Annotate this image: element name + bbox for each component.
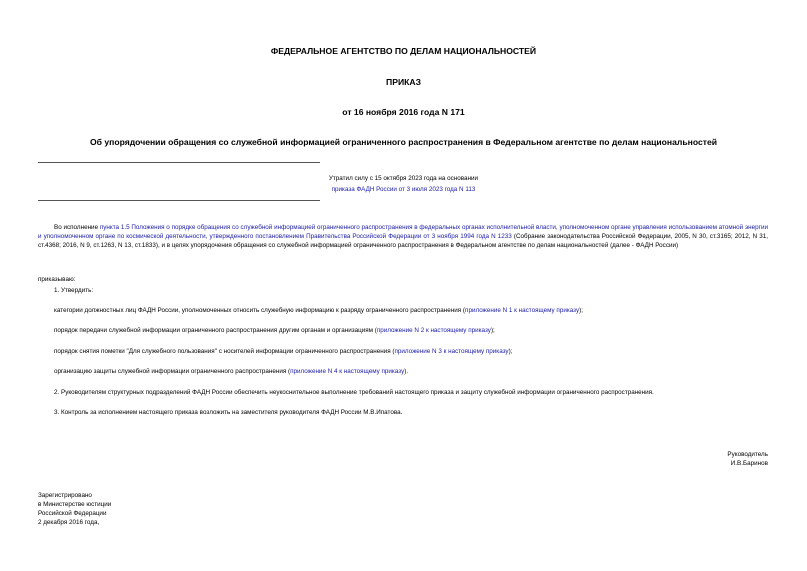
document-type: ПРИКАЗ (386, 77, 421, 87)
preamble-link[interactable]: пункта 1.5 Положения о порядке обращения со служебной информацией ограниченного распространения в федеральных органах исполнительной власти, уполномоченном органе управления использованием атомной энергии и уполномоченном органе по космической деятельности, утвержденного постановлением Правительства Российской Федерации от 3 ноября 1994 года N 1233 (38, 224, 769, 240)
divider-bottom (38, 200, 320, 201)
registration-line-3: Российской Федерации (38, 509, 107, 517)
preamble-after: (Собрание законодательства Российской Федерации, 2005, N 30, ст.3165; 2012, N 31, ст.4368; 2016, N 9, ст.1263, N 13, ст.1833), и в целях упорядочения обращения со служебной информацией ограниченного распространения в Федеральном агентстве по делам национальностей (далее - ФАДН России) (38, 232, 768, 249)
divider-top (38, 162, 320, 163)
registration-line-2: в Министерстве юстиции (38, 500, 112, 508)
sub-item-4: организацию защиты служебной информации ограниченного распространения (приложение N 4 к настоящему приказу). (54, 368, 409, 375)
document-date: от 16 ноября 2016 года N 171 (342, 107, 465, 117)
sub-item-3: порядок снятия пометки "Для служебного пользования" с носителей информации ограниченного распространения (приложение N 3 к настоящему приказу); (54, 348, 513, 355)
registration-line-4: 2 декабря 2016 года, (38, 518, 100, 526)
item-1: 1. Утвердить: (54, 287, 94, 294)
appendix-2-link[interactable]: приложение N 2 к настоящему приказу (376, 327, 491, 334)
item-2: 2. Руководителям структурных подразделений ФАДН России обеспечить неукоснительное выполнение требований настоящего приказа и защиту служебной информации ограниченного распространения. (54, 389, 654, 396)
appendix-1-link[interactable]: приложение N 1 к настоящему приказу (465, 307, 580, 314)
registration-block (38, 492, 111, 528)
sub-item-2: порядок передачи служебной информации ограниченного распространения другим органам и организациям (приложение N 2 к настоящему приказу); (54, 327, 495, 334)
appendix-4-link[interactable]: приложение N 4 к настоящему приказу (290, 368, 405, 375)
signature-name: И.В.Баринов (730, 459, 768, 467)
signature-position: Руководитель (727, 451, 768, 458)
expired-link[interactable]: приказа ФАДН России от 3 июля 2023 года N 113 (331, 185, 476, 193)
preamble (38, 224, 768, 251)
registration-line-1: Зарегистрировано (38, 492, 92, 499)
expired-text: Утратил силу с 15 октября 2023 года на основании (328, 175, 479, 182)
document-title: Об упорядочении обращения со служебной информацией ограниченного распространения в Федеральном агентстве по делам национальностей (89, 137, 718, 147)
order-word: приказываю: (38, 276, 76, 283)
preamble-before: Во исполнение (54, 224, 100, 231)
agency-name: ФЕДЕРАЛЬНОЕ АГЕНТСТВО ПО ДЕЛАМ НАЦИОНАЛЬНОСТЕЙ (270, 46, 537, 56)
signature-block (727, 451, 768, 468)
sub-item-1: категории должностных лиц ФАДН России, уполномоченных относить служебную информацию к разряду ограниченного распространения (приложение N 1 к настоящему приказу); (54, 307, 583, 314)
item-3: 3. Контроль за исполнением настоящего приказа возложить на заместителя руководителя ФАДН России М.В.Ипатова. (54, 409, 403, 416)
expired-notice (0, 175, 807, 194)
appendix-3-link[interactable]: приложение N 3 к настоящему приказу (394, 348, 509, 355)
